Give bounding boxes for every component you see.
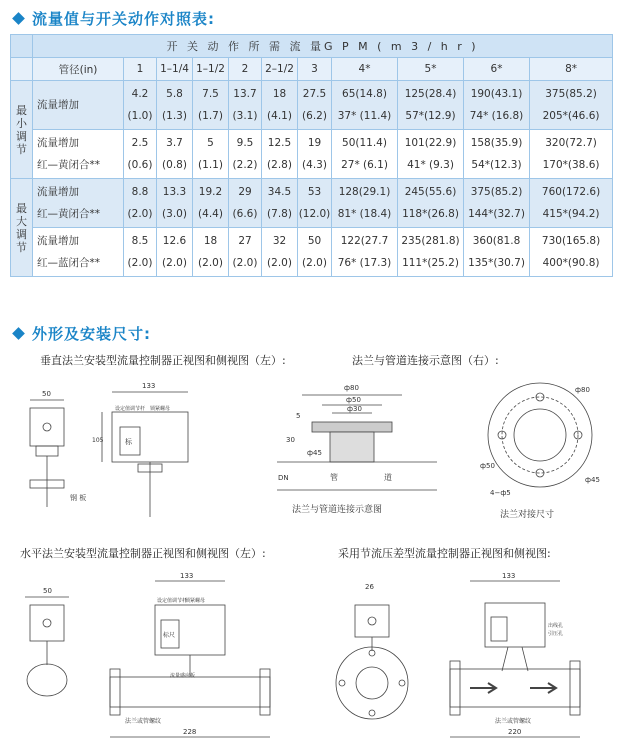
flow-value-cell: 19.2 (4.4) <box>193 179 229 228</box>
svg-text:ф50: ф50 <box>346 396 361 404</box>
flow-value-cell: 32 (2.0) <box>262 228 298 277</box>
vertical-flange-drawing <box>20 372 220 522</box>
flow-value-cell: 13.3 (3.0) <box>157 179 193 228</box>
flange-pipe-section-drawing <box>272 370 442 520</box>
svg-text:法兰或管螺纹: 法兰或管螺纹 <box>495 718 532 725</box>
flow-value-cell: 50(11.4) 27* (6.1) <box>332 130 398 179</box>
group-max-label: 最 大 调 节 <box>11 179 33 277</box>
flow-value-cell: 760(172.6) 415*(94.2) <box>530 179 613 228</box>
svg-text:105: 105 <box>92 437 104 444</box>
flow-value-cell: 19 (4.3) <box>298 130 332 179</box>
svg-text:法兰或管螺纹: 法兰或管螺纹 <box>125 718 162 725</box>
flow-value-cell: 8.8 (2.0) <box>124 179 157 228</box>
svg-text:设定值调节杆: 设定值调节杆 <box>115 406 146 412</box>
section-title-flow-table <box>10 8 215 29</box>
flow-value-cell: 3.7 (0.8) <box>157 130 193 179</box>
svg-text:30: 30 <box>286 436 295 444</box>
svg-text:锁紧螺母: 锁紧螺母 <box>150 406 171 412</box>
svg-text:228: 228 <box>183 728 197 736</box>
svg-text:ф80: ф80 <box>344 384 359 392</box>
svg-text:ф45: ф45 <box>585 476 600 484</box>
row-label: 流量增加 <box>33 81 124 130</box>
svg-text:ф45: ф45 <box>307 449 322 457</box>
orifice-flowmeter-drawing <box>330 565 610 745</box>
table-row <box>11 130 613 179</box>
pipe-size: 1–1/2 <box>193 58 229 81</box>
flow-value-cell: 158(35.9) 54*(12.3) <box>464 130 530 179</box>
svg-text:道: 道 <box>384 473 392 482</box>
svg-text:50: 50 <box>42 390 51 398</box>
svg-text:管: 管 <box>330 473 338 482</box>
row-label: 流量增加 红—黄闭合** <box>33 179 124 228</box>
table-row <box>11 228 613 277</box>
flow-value-cell: 53 (12.0) <box>298 179 332 228</box>
svg-text:出线孔: 出线孔 <box>548 623 564 629</box>
flow-value-cell: 18 (2.0) <box>193 228 229 277</box>
flow-value-cell: 320(72.7) 170*(38.6) <box>530 130 613 179</box>
flow-value-cell: 235(281.8) 111*(25.2) <box>398 228 464 277</box>
caption-vertical-flange: 垂直法兰安装型流量控制器正视图和侧视图（左）: <box>40 354 286 367</box>
pipe-size: 5* <box>398 58 464 81</box>
svg-text:引压孔: 引压孔 <box>548 631 564 637</box>
table-corner <box>11 35 33 58</box>
table-row <box>11 179 613 228</box>
flow-value-cell: 375(85.2) 144*(32.7) <box>464 179 530 228</box>
flow-value-cell: 50 (2.0) <box>298 228 332 277</box>
flow-value-cell: 34.5 (7.8) <box>262 179 298 228</box>
flow-value-cell: 27 (2.0) <box>229 228 262 277</box>
svg-text:50: 50 <box>43 587 52 595</box>
flow-value-cell: 65(14.8) 37* (11.4) <box>332 81 398 130</box>
pipe-size: 2 <box>229 58 262 81</box>
section-title-dimensions <box>10 323 151 344</box>
pipe-size: 3 <box>298 58 332 81</box>
pipe-size: 8* <box>530 58 613 81</box>
svg-text:133: 133 <box>502 572 516 580</box>
svg-text:流量感应板: 流量感应板 <box>170 673 196 679</box>
table-row <box>11 81 613 130</box>
diamond-bullet-icon <box>12 327 25 340</box>
flow-value-cell: 29 (6.6) <box>229 179 262 228</box>
diamond-bullet-icon <box>12 12 25 25</box>
group-min-label: 最 小 调 节 <box>11 81 33 179</box>
pipe-size-label: 管径(in) <box>33 58 124 81</box>
flow-value-cell: 360(81.8 135*(30.7) <box>464 228 530 277</box>
flow-value-cell: 190(43.1) 74* (16.8) <box>464 81 530 130</box>
section-title-text: 流量值与开关动作对照表: <box>32 10 215 28</box>
svg-text:锁紧螺母: 锁紧螺母 <box>185 598 206 604</box>
flow-value-cell: 125(28.4) 57*(12.9) <box>398 81 464 130</box>
svg-text:钢 板: 钢 板 <box>70 494 87 502</box>
svg-text:133: 133 <box>142 382 156 390</box>
flow-value-cell: 9.5 (2.2) <box>229 130 262 179</box>
svg-text:ф30: ф30 <box>347 405 362 413</box>
flow-value-cell: 5.8 (1.3) <box>157 81 193 130</box>
svg-text:法兰对接尺寸: 法兰对接尺寸 <box>500 510 555 520</box>
flow-value-cell: 13.7 (3.1) <box>229 81 262 130</box>
flow-value-cell: 4.2 (1.0) <box>124 81 157 130</box>
flow-value-cell: 375(85.2) 205*(46.6) <box>530 81 613 130</box>
caption-horizontal-flange: 水平法兰安装型流量控制器正视图和侧视图（左）: <box>20 547 266 560</box>
table-header-title: 开 关 动 作 所 需 流 量G P M ( m 3 / h r ) <box>33 35 613 58</box>
table-corner-2 <box>11 58 33 81</box>
flow-value-cell: 730(165.8) 400*(90.8) <box>530 228 613 277</box>
svg-text:220: 220 <box>508 728 522 736</box>
row-label: 流量增加 红—黄闭合** <box>33 130 124 179</box>
flow-value-cell: 245(55.6) 118*(26.8) <box>398 179 464 228</box>
flow-value-cell: 122(27.7 76* (17.3) <box>332 228 398 277</box>
svg-text:标尺: 标尺 <box>163 632 176 639</box>
pipe-size: 1 <box>124 58 157 81</box>
caption-orifice-type: 采用节流压差型流量控制器正视图和侧视图: <box>338 547 551 560</box>
svg-text:5: 5 <box>296 412 301 420</box>
svg-text:法兰与管道连接示意图: 法兰与管道连接示意图 <box>292 505 383 515</box>
row-label: 流量增加 红—蓝闭合** <box>33 228 124 277</box>
flow-value-cell: 18 (4.1) <box>262 81 298 130</box>
pipe-size: 1–1/4 <box>157 58 193 81</box>
horizontal-flange-drawing <box>15 565 315 745</box>
svg-text:ф80: ф80 <box>575 386 590 394</box>
flow-switch-table <box>10 34 613 277</box>
svg-text:ф50: ф50 <box>480 462 495 470</box>
svg-text:标: 标 <box>125 438 132 446</box>
flow-value-cell: 5 (1.1) <box>193 130 229 179</box>
flange-face-drawing <box>470 370 610 525</box>
flow-value-cell: 8.5 (2.0) <box>124 228 157 277</box>
flow-value-cell: 27.5 (6.2) <box>298 81 332 130</box>
flow-value-cell: 101(22.9) 41* (9.3) <box>398 130 464 179</box>
flow-value-cell: 128(29.1) 81* (18.4) <box>332 179 398 228</box>
flow-value-cell: 7.5 (1.7) <box>193 81 229 130</box>
svg-text:26: 26 <box>365 583 374 591</box>
svg-text:DN: DN <box>278 474 289 482</box>
flow-value-cell: 2.5 (0.6) <box>124 130 157 179</box>
svg-text:133: 133 <box>180 572 194 580</box>
pipe-size: 4* <box>332 58 398 81</box>
pipe-size: 6* <box>464 58 530 81</box>
flow-value-cell: 12.6 (2.0) <box>157 228 193 277</box>
svg-text:4−ф5: 4−ф5 <box>490 489 511 497</box>
pipe-size: 2–1/2 <box>262 58 298 81</box>
section-title-text: 外形及安装尺寸: <box>32 325 151 343</box>
flow-value-cell: 12.5 (2.8) <box>262 130 298 179</box>
caption-flange-pipe: 法兰与管道连接示意图（右）: <box>352 354 499 367</box>
svg-text:设定值调节杆: 设定值调节杆 <box>157 598 188 604</box>
